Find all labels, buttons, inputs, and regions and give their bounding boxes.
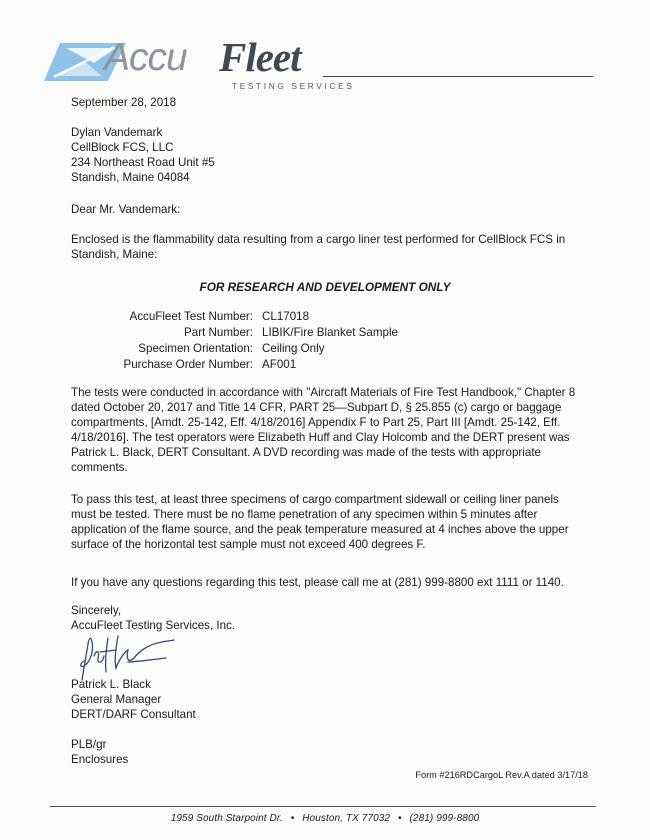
pass-line: surface of the horizontal test sample must not exceed 400 degrees F. bbox=[71, 538, 426, 551]
salutation: Dear Mr. Vandemark: bbox=[71, 203, 181, 216]
footer-separator: • bbox=[290, 813, 295, 824]
orientation-label: Specimen Orientation: bbox=[138, 342, 253, 355]
test-number-value: CL17018 bbox=[262, 310, 310, 323]
test-info-row bbox=[0, 341, 650, 356]
intro-line: Standish, Maine: bbox=[71, 248, 158, 261]
header-divider bbox=[323, 76, 593, 77]
closing-company: AccuFleet Testing Services, Inc. bbox=[71, 619, 236, 632]
orientation-value: Ceiling Only bbox=[262, 342, 325, 355]
signer-name: Patrick L. Black bbox=[71, 678, 151, 691]
conduct-line: dated October 20, 2017 and Title 14 CFR, PART 25—Subpart D, § 25.855 (c) cargo or baggage bbox=[71, 401, 562, 414]
pass-criteria-paragraph bbox=[71, 492, 583, 552]
footer-divider bbox=[50, 806, 596, 807]
test-number-label: AccuFleet Test Number: bbox=[129, 310, 253, 323]
pass-line: application of the flame source, and the peak temperature measured at 4 inches above the upper bbox=[71, 523, 569, 536]
signer-title: General Manager bbox=[71, 693, 162, 706]
conduct-line: comments. bbox=[71, 461, 128, 474]
signer-role: DERT/DARF Consultant bbox=[71, 708, 196, 721]
test-info-row bbox=[0, 357, 650, 372]
logo-tagline: TESTING SERVICES bbox=[232, 81, 355, 91]
test-info-row bbox=[0, 309, 650, 324]
footer-phone: (281) 999-8800 bbox=[409, 813, 480, 824]
intro-line: Enclosed is the flammability data resulting from a cargo liner test performed for CellBlock FCS in bbox=[71, 233, 566, 246]
recipient-street: 234 Northeast Road Unit #5 bbox=[71, 156, 215, 169]
footer-city: Houston, TX 77032 bbox=[302, 813, 391, 824]
pass-line: must be tested. There must be no flame penetration of any specimen within 5 minutes after bbox=[71, 508, 538, 521]
footer-address bbox=[0, 811, 650, 826]
conduct-paragraph bbox=[71, 385, 583, 475]
part-number-value: LIBIK/Fire Blanket Sample bbox=[262, 326, 398, 339]
questions-line: If you have any questions regarding this test, please call me at (281) 999-8800 ext 1111 or 1140. bbox=[71, 576, 564, 589]
logo-wordmark-fleet: Fleet bbox=[219, 34, 301, 80]
enclosures-note: Enclosures bbox=[71, 753, 129, 766]
part-number-label: Part Number: bbox=[184, 326, 253, 339]
conduct-line: Patrick L. Black, DERT Consultant. A DVD recording was made of the tests with appropriate bbox=[71, 446, 541, 459]
closing-sincerely: Sincerely, bbox=[71, 604, 122, 617]
recipient-name: Dylan Vandemark bbox=[71, 126, 163, 139]
footer-street: 1959 South Starpoint Dr. bbox=[170, 813, 283, 824]
conduct-line: 4/18/2016]. The test operators were Elizabeth Huff and Clay Holcomb and the DERT present was bbox=[71, 431, 570, 444]
form-identifier: Form #216RDCargoL Rev.A dated 3/17/18 bbox=[415, 770, 588, 780]
recipient-company: CellBlock FCS, LLC bbox=[71, 141, 174, 154]
recipient-city: Standish, Maine 04084 bbox=[71, 171, 190, 184]
typist-initials: PLB/gr bbox=[71, 738, 107, 751]
logo-wordmark-accu: Accu bbox=[104, 36, 187, 79]
letter-date: September 28, 2018 bbox=[71, 96, 177, 109]
po-number-value: AF001 bbox=[262, 358, 297, 371]
intro-paragraph bbox=[71, 232, 583, 262]
conduct-line: The tests were conducted in accordance with "Aircraft Materials of Fire Test Handbook," Chapter 8 bbox=[71, 386, 576, 399]
po-number-label: Purchase Order Number: bbox=[123, 358, 253, 371]
rd-only-heading: FOR RESEARCH AND DEVELOPMENT ONLY bbox=[199, 280, 451, 294]
test-info-row bbox=[0, 325, 650, 340]
conduct-line: compartments, [Amdt. 25-142, Eff. 4/18/2016] Appendix F to Part 25, Part III [Amdt. 25-142, Eff. bbox=[71, 416, 561, 429]
footer-separator: • bbox=[397, 813, 402, 824]
pass-line: To pass this test, at least three specimens of cargo compartment sidewall or ceiling liner panels bbox=[71, 493, 559, 506]
